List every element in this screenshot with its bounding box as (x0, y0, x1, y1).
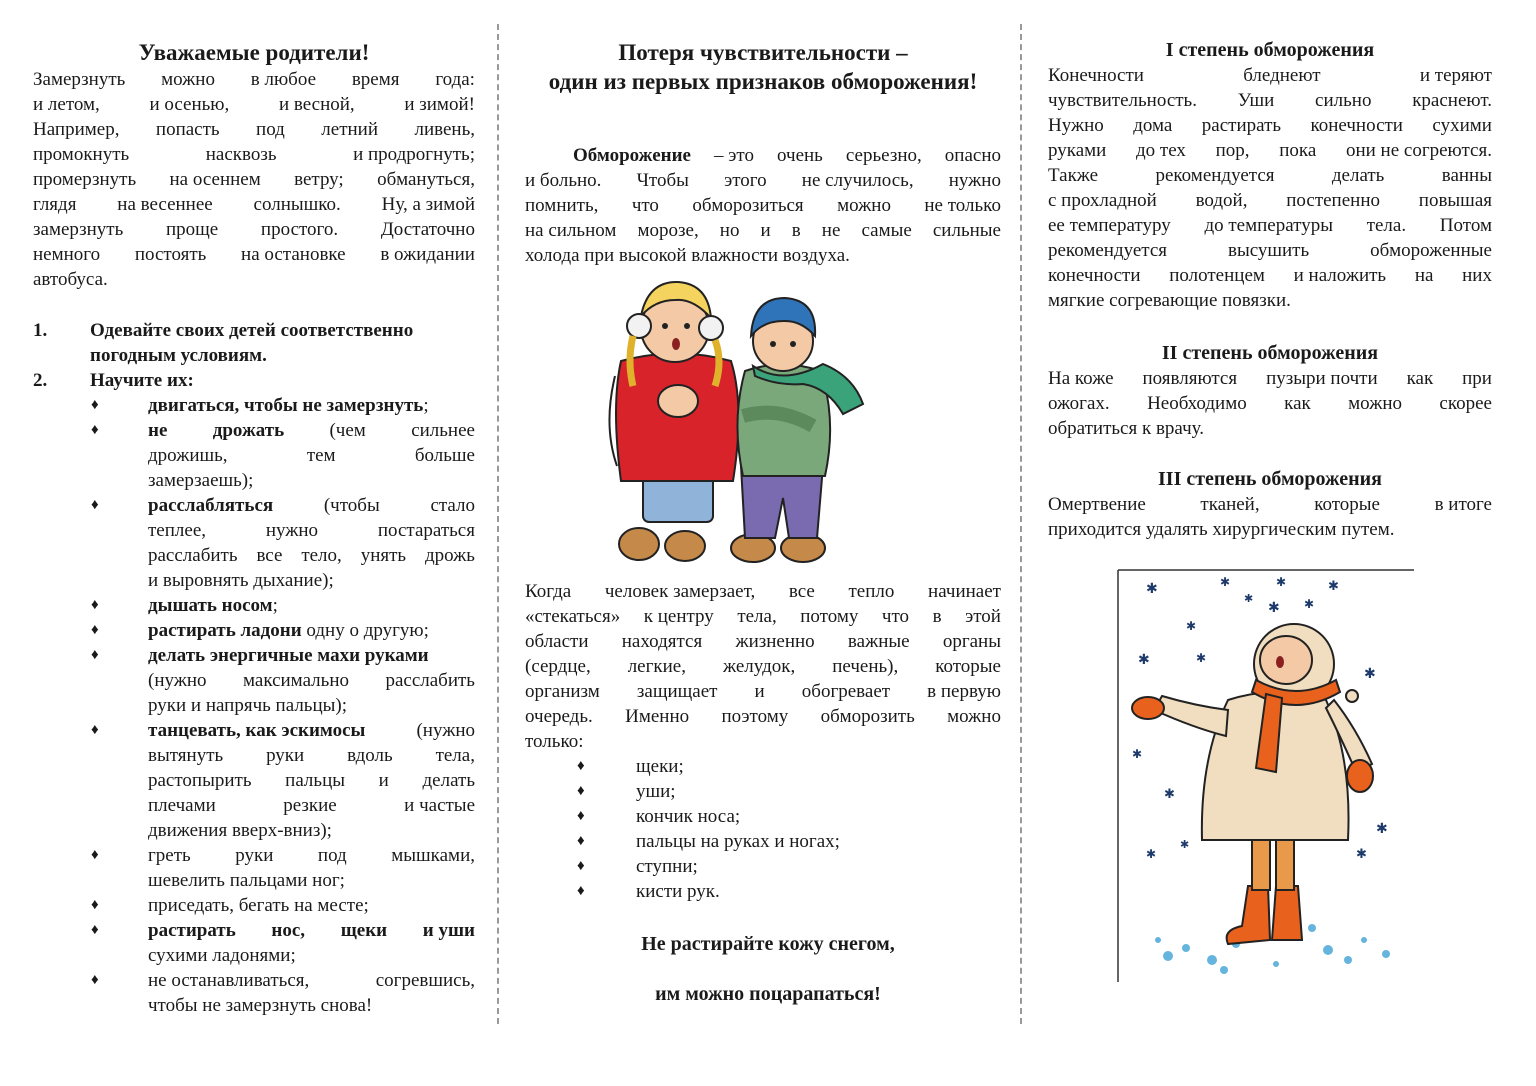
intro-line: автобуса. (33, 269, 108, 290)
degree-2-text (1048, 366, 1492, 441)
advice-number-1: 1. (33, 320, 48, 341)
degree-1-line: Также рекомендуется делать ванны (1048, 165, 1492, 186)
column-parents (33, 0, 475, 1086)
intro-line: Замерзнуть можно в любое время года: (33, 69, 475, 90)
advice-item-1: 1. Одевайте своих детей соответственно (33, 320, 414, 341)
bullet-diamond-icon: ♦ (577, 858, 585, 874)
heat-paragraph-line: только: (525, 731, 584, 752)
bullet-diamond-icon: ♦ (577, 833, 585, 849)
degree-1-heading: I степень обморожения (1165, 39, 1375, 61)
svg-text:✱: ✱ (1356, 846, 1367, 861)
degree-3-line: приходится удалять хирургическим путем. (1048, 519, 1395, 540)
bullet-diamond-icon: ♦ (91, 497, 99, 513)
bullet-item: ♦ дышать носом; (91, 595, 278, 616)
degree-3-text (1048, 492, 1492, 542)
degree-2-line: На коже появляются пузыри почти как при (1048, 368, 1492, 389)
heat-paragraph-line: (сердце, легкие, желудок, печень), которые (525, 656, 1001, 677)
bullet-diamond-icon: ♦ (91, 422, 99, 438)
bullet-diamond-icon: ♦ (91, 922, 99, 938)
heat-paragraph-line: «стекаться» к центру тела, потому что в этой (525, 606, 1001, 627)
bullet-diamond-icon: ♦ (91, 597, 99, 613)
intro-line: Например, попасть под летний ливень, (33, 119, 475, 140)
svg-text:✱: ✱ (1132, 747, 1143, 761)
heat-paragraph (525, 579, 1001, 754)
svg-text:✱: ✱ (1376, 822, 1388, 837)
list-item: ♦ щеки; (577, 756, 684, 777)
intro-line: замерзнуть проще простого. Достаточно (33, 219, 475, 240)
degree-1-line: с прохладной водой, постепенно повышая (1048, 190, 1492, 211)
warning-line1: Не растирайте кожу снегом, (641, 933, 895, 955)
bullet-diamond-icon: ♦ (91, 972, 99, 988)
bullet-item: ♦ не дрожать (чем сильнее (91, 420, 475, 441)
svg-text:✱: ✱ (1328, 578, 1339, 593)
bullet-item: ♦ приседать, бегать на месте; (91, 895, 369, 916)
svg-text:✱: ✱ (1186, 619, 1197, 633)
bullet-item: ♦ греть руки под мышками, (91, 845, 475, 866)
column-frostbite-signs (525, 0, 1001, 1086)
svg-text:✱: ✱ (1164, 786, 1175, 801)
advice-item-2: 2. Научите их: (33, 370, 194, 391)
bullet-item: ♦ растирать ладони одну о другую; (91, 620, 429, 641)
intro-line: глядя на весеннее солнышко. Ну, а зимой (33, 194, 475, 215)
degree-1-line: руками до тех пор, пока они не согреются. (1048, 140, 1492, 161)
degree-1-text (1048, 63, 1492, 313)
svg-text:✱: ✱ (1364, 667, 1376, 682)
svg-text:✱: ✱ (1304, 597, 1315, 611)
heat-paragraph-line: организм защищает и обогревает в первую (525, 681, 1001, 702)
fold-line-right (1020, 24, 1022, 1024)
bullet-diamond-icon: ♦ (577, 783, 585, 799)
fold-line-left (497, 24, 499, 1024)
degree-3-line: Омертвение тканей, которые в итоге (1048, 494, 1492, 515)
heat-paragraph-line: Когда человек замерзает, все тепло начинает (525, 581, 1001, 602)
degree-3-heading: III степень обморожения (1158, 468, 1382, 490)
bullet-diamond-icon: ♦ (577, 883, 585, 899)
degree-2-line: обратиться к врачу. (1048, 418, 1204, 439)
list-item: ♦ ступни; (577, 856, 698, 877)
bullet-item: ♦ не останавливаться, согревшись, (91, 970, 475, 991)
bullet-item: ♦ двигаться, чтобы не замерзнуть; (91, 395, 429, 416)
heat-paragraph-line: очередь. Именно поэтому обморозить можно (525, 706, 1001, 727)
degree-1-line: мягкие согревающие повязки. (1048, 290, 1291, 311)
svg-text:✱: ✱ (1268, 601, 1280, 616)
svg-text:✱: ✱ (1146, 582, 1158, 597)
bullet-diamond-icon: ♦ (91, 397, 99, 413)
intro-line: немного постоять на остановке в ожидании (33, 244, 475, 265)
column-frostbite-degrees (1048, 0, 1492, 1086)
list-item: ♦ пальцы на руках и ногах; (577, 831, 840, 852)
degree-1-line: рекомендуется высушить обмороженные (1048, 240, 1492, 261)
signs-title-line2: один из первых признаков обморожения! (548, 69, 978, 94)
intro-line: промерзнуть на осеннем ветру; обмануться, (33, 169, 475, 190)
bullet-diamond-icon: ♦ (91, 647, 99, 663)
heat-paragraph-line: области находятся жизненно важные органы (525, 631, 1001, 652)
degree-2-line: ожогах. Необходимо как можно скорее (1048, 393, 1492, 414)
bullet-diamond-icon: ♦ (91, 897, 99, 913)
parents-title: Уважаемые родители! (138, 40, 370, 65)
bullet-item: ♦ делать энергичные махи руками (91, 645, 429, 666)
svg-text:✱: ✱ (1180, 839, 1190, 851)
degree-1-line: Нужно дома растирать конечности сухими (1048, 115, 1492, 136)
parents-intro (33, 67, 475, 292)
intro-line: и летом, и осенью, и весной, и зимой! (33, 94, 475, 115)
bullet-diamond-icon: ♦ (577, 758, 585, 774)
degree-1-line: чувствительность. Уши сильно краснеют. (1048, 90, 1492, 111)
two-cold-children-illustration (603, 276, 865, 568)
bullet-diamond-icon: ♦ (91, 622, 99, 638)
bullet-diamond-icon: ♦ (91, 847, 99, 863)
intro-line: промокнуть насквозь и продрогнуть; (33, 144, 475, 165)
bullet-item: ♦ растирать нос, щеки и уши (91, 920, 475, 941)
svg-text:✱: ✱ (1146, 847, 1157, 861)
warning-line2: им можно поцарапаться! (655, 983, 881, 1005)
degree-1-line: Конечности бледнеют и теряют (1048, 65, 1492, 86)
bullet-diamond-icon: ♦ (577, 808, 585, 824)
degree-1-line: конечности полотенцем и наложить на них (1048, 265, 1492, 286)
signs-title-line1: Потеря чувствительности – (618, 40, 908, 65)
degree-1-line: ее температуру до температуры тела. Потом (1048, 215, 1492, 236)
bullet-item: ♦ расслабляться (чтобы стало (91, 495, 475, 516)
svg-text:✱: ✱ (1276, 575, 1287, 589)
degree-2-heading: II степень обморожения (1161, 342, 1379, 364)
svg-text:✱: ✱ (1138, 653, 1150, 668)
bullet-item: ♦ танцевать, как эскимосы (нужно (91, 720, 475, 741)
list-item: ♦ кисти рук. (577, 881, 720, 902)
girl-in-snow-illustration (1116, 568, 1416, 984)
svg-text:✱: ✱ (1220, 575, 1231, 589)
frostbite-definition: Обморожение – это очень серьезно, опасно и больно. Чтобы этого не случилось, нужно помнить, что обморозиться можно не только на сильном морозе, но и в не самые сильные холода при высокой влажности воздуха. (525, 145, 1001, 266)
list-item: ♦ кончик носа; (577, 806, 741, 827)
svg-text:✱: ✱ (1196, 651, 1207, 665)
advice-list: 1. Одевайте своих детей соответственно погодным условиям. 2. Научите их: ♦ двигаться, чтобы не замерзнуть; ♦ не дрожать (чем сильнее дрожишь, тем больше замерзаешь); ♦ расслабляться (чтобы стало теплее, нужно постараться расслабить все тело, унять дрожь и выровнять дыхание); ♦ дышать носом; ♦ растирать ладони одну о другую; ♦ делать энергичные махи руками (нужно максимально расслабить руки и напрячь пальцы); ♦ танцевать, как эскимосы (нужно вытянуть руки вдоль тела, растопырить пальцы и делать плечами резкие и частые движения вверх-вниз); ♦ греть руки под мышками, шевелить пальцами ног; ♦ приседать, бегать на месте; ♦ растирать нос, щеки и уши сухими ладонями; ♦ не останавливаться, согревшись, чтобы не замерзнуть снова! (33, 320, 475, 1016)
list-item: ♦ уши; (577, 781, 676, 802)
svg-text:✱: ✱ (1244, 593, 1254, 605)
vulnerable-parts-list (525, 754, 1001, 904)
advice-number-2: 2. (33, 370, 48, 391)
bullet-diamond-icon: ♦ (91, 722, 99, 738)
